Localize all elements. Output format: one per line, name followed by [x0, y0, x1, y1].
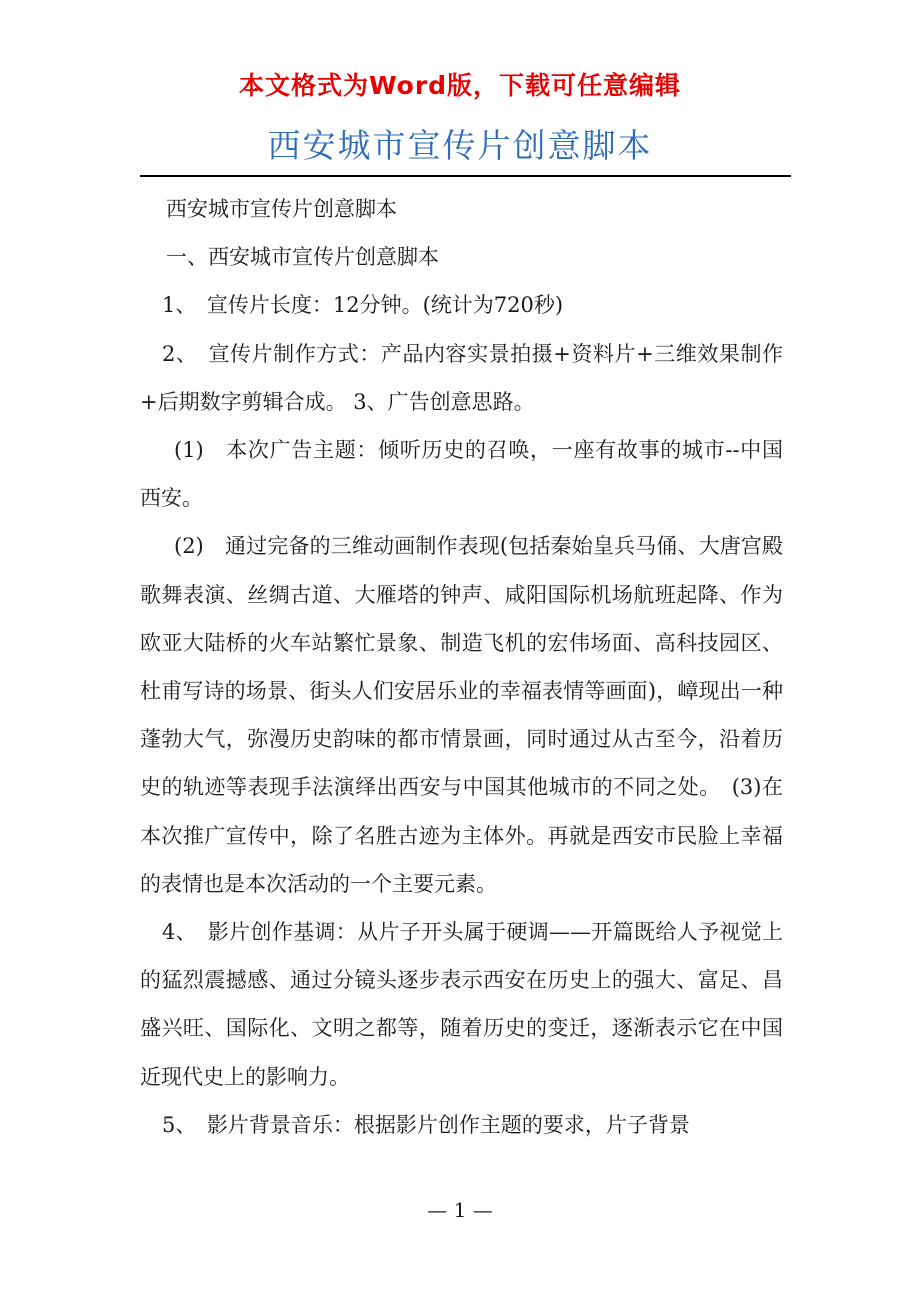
document-title: 西安城市宣传片创意脚本 [267, 126, 653, 165]
paragraph-item-1: 1、 宣传片长度：12分钟。(统计为720秒) [162, 293, 564, 318]
paragraph-section-1: 一、西安城市宣传片创意脚本 [166, 245, 439, 270]
paragraph-heading: 西安城市宣传片创意脚本 [166, 197, 397, 221]
download-banner: 本文格式为Word版，下载可任意编辑 [238, 71, 682, 100]
document-body [140, 185, 783, 1149]
page-number: — 1 — [427, 1198, 493, 1222]
paragraph-item-2: 2、 宣传片制作方式：产品内容实景拍摄+资料片+三维效果制作+后期数字剪辑合成。 3、广告创意思路。 [140, 341, 783, 414]
paragraph-subitem-2: (2) 通过完备的三维动画制作表现(包括秦始皇兵马俑、大唐宫殿歌舞表演、丝绸古道、大雁塔的钟声、咸阳国际机场航班起降、作为欧亚大陆桥的火车站繁忙景象、制造飞机的宏伟场面、高科技园区、杜甫写诗的场景、街头人们安居乐业的幸福表情等画面)，嶂现出一种蓬勃大气，弥漫历史韵味的都市情景画，同时通过从古至今，沿着历史的轨迹等表现手法演绎出西安与中国其他城市的不同之处。 (3)在本次推广宣传中，除了名胜古迹为主体外。再就是西安市民脸上幸福的表情也是本次活动的一个主要元素。 [140, 534, 783, 896]
paragraph-item-5: 5、 影片背景音乐：根据影片创作主题的要求，片子背景 [162, 1112, 690, 1137]
paragraph-item-4: 4、 影片创作基调：从片子开头属于硬调——开篇既给人予视觉上的猛烈震撼感、通过分镜头逐步表示西安在历史上的强大、富足、昌盛兴旺、国际化、文明之都等，随着历史的变迁，逐渐表示它在中国近现代史上的影响力。 [140, 920, 783, 1089]
title-divider [140, 175, 791, 177]
paragraph-subitem-1: (1) 本次广告主题：倾听历史的召唤，一座有故事的城市--中国西安。 [140, 438, 783, 511]
